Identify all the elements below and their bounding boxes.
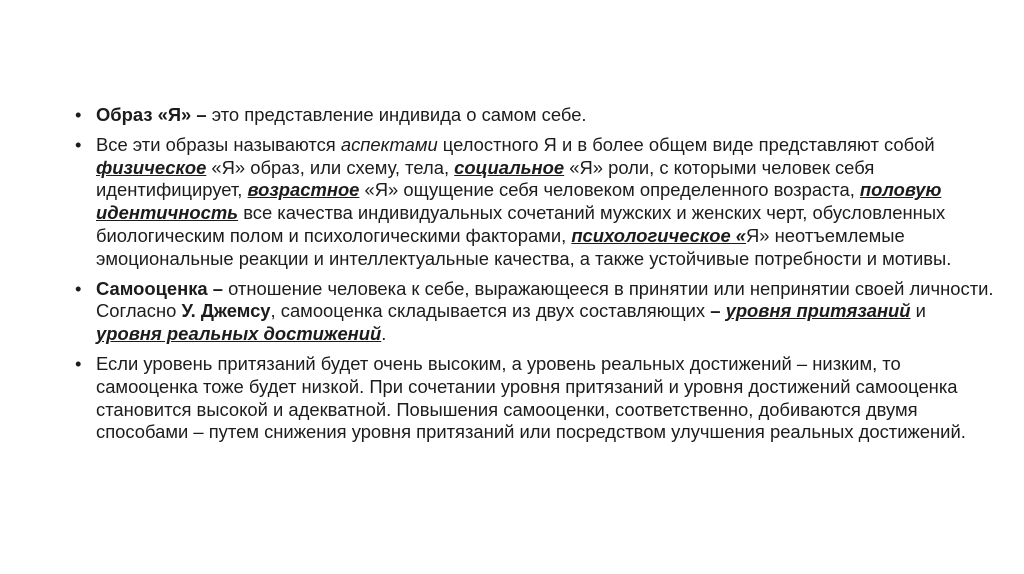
- text-run: Я» неотъемлемые эмоциональные реакции и интеллектуальные качества, а также устойчивые потребности и мотивы.: [96, 224, 952, 269]
- term-self-esteem: Самооценка –: [96, 277, 229, 299]
- text-run: Все эти образы называются: [96, 133, 341, 155]
- text-run: «Я» роли, с которыми человек себя идентифицирует,: [96, 156, 875, 201]
- term-aspiration-level: уровня притязаний: [725, 300, 911, 322]
- text-run: .: [381, 323, 387, 345]
- text-run: целостного Я и в более общем виде представляют собой: [437, 133, 935, 155]
- term-self-image: Образ «Я» –: [96, 104, 212, 125]
- term-age: возрастное: [247, 179, 360, 201]
- bullet-self-image: [74, 104, 994, 127]
- text-run: и: [910, 300, 926, 322]
- term-social: социальное: [454, 156, 565, 178]
- author-james: У. Джемсу: [181, 300, 271, 322]
- bullet-aspiration: [74, 353, 994, 444]
- bullet-list: [74, 104, 994, 451]
- text-run: –: [710, 300, 726, 322]
- text-run: «Я» ощущение себя человеком определенного возраста,: [359, 179, 860, 201]
- text-run: , самооценка складывается из двух составляющих: [270, 300, 711, 322]
- text-run: «Я» образ, или схему, тела,: [206, 156, 455, 178]
- text-run: отношение человека к себе, выражающееся в принятии или непринятии своей личности. Согласно: [96, 277, 994, 322]
- bullet-aspects: [74, 134, 994, 271]
- text-run: это представление индивида о самом себе.: [211, 104, 587, 125]
- term-gender-identity: половую идентичность: [96, 179, 942, 224]
- term-achievement-level: уровня реальных достижений: [96, 323, 382, 345]
- term-aspects: аспектами: [340, 133, 438, 155]
- bullet-self-esteem: [74, 278, 994, 346]
- term-physical: физическое: [96, 156, 207, 178]
- text-run: все качества индивидуальных сочетаний мужских и женских черт, обусловленных биологическим полом и психологическими факторами,: [96, 202, 946, 246]
- text-run: Если уровень притязаний будет очень высоким, а уровень реальных достижений – низким, то самооценка тоже будет низкой. При сочетании уровня притязаний и уровня достижений самооценка становится высокой и адекватной. Повышения самооценки, соответственно, добиваются двумя способами – путем снижения уровня притязаний или посредством улучшения реальных достижений.: [96, 352, 966, 443]
- term-psychological: психологическое «: [571, 224, 747, 246]
